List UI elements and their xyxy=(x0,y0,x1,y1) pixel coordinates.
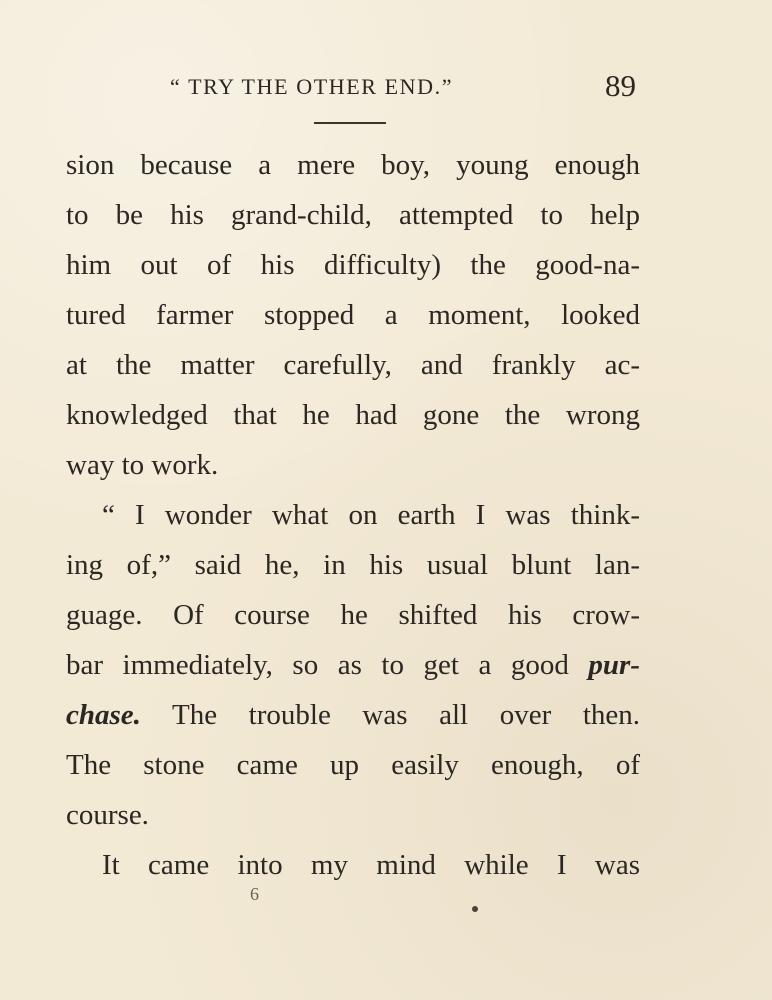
text-line-7 xyxy=(66,440,640,490)
page-number: 89 xyxy=(605,68,636,103)
text-line-5 xyxy=(66,340,640,390)
text-line-11 xyxy=(66,640,640,690)
text-line-6 xyxy=(66,390,640,440)
header-rule xyxy=(314,122,386,124)
text-line-14-content: course. xyxy=(66,799,149,831)
body-text xyxy=(66,140,640,890)
text-line-15 xyxy=(66,840,640,890)
text-line-3-content: him out of his difficulty) the good-na- xyxy=(66,249,640,281)
text-line-3 xyxy=(66,240,640,290)
text-line-15-content: It came into my mind while I was xyxy=(102,849,640,881)
text-line-8-content: “ I wonder what on earth I was think- xyxy=(102,499,640,531)
text-line-10-content: guage. Of course he shifted his crow- xyxy=(66,599,640,631)
text-line-14 xyxy=(66,790,640,840)
text-line-7-content: way to work. xyxy=(66,449,219,481)
text-line-4 xyxy=(66,290,640,340)
text-line-1 xyxy=(66,140,640,190)
text-line-10 xyxy=(66,590,640,640)
text-line-11-italic: pur- xyxy=(588,649,640,681)
signature-mark: 6 xyxy=(250,884,259,904)
text-line-9-content: ing of,” said he, in his usual blunt lan- xyxy=(66,549,640,581)
text-line-4-content: tured farmer stopped a moment, looked xyxy=(66,299,640,331)
running-title: “ TRY THE OTHER END.” xyxy=(170,74,454,99)
text-line-12-italic: chase. xyxy=(66,699,141,731)
text-line-12 xyxy=(66,690,640,740)
text-line-11-before: bar immediately, so as to get a good xyxy=(66,649,589,681)
text-line-8 xyxy=(66,490,640,540)
text-line-1-content: sion because a mere boy, young enough xyxy=(66,149,640,181)
text-line-2 xyxy=(66,190,640,240)
text-line-5-content: at the matter carefully, and frankly ac- xyxy=(66,349,640,381)
text-line-6-content: knowledged that he had gone the wrong xyxy=(66,399,640,431)
ink-dot xyxy=(472,906,478,912)
text-line-12-after: The trouble was all over then. xyxy=(140,699,640,731)
text-line-9 xyxy=(66,540,640,590)
text-line-13-content: The stone came up easily enough, of xyxy=(66,749,640,781)
text-line-2-content: to be his grand-child, attempted to help xyxy=(66,199,640,231)
page-header xyxy=(170,66,640,106)
text-line-13 xyxy=(66,740,640,790)
